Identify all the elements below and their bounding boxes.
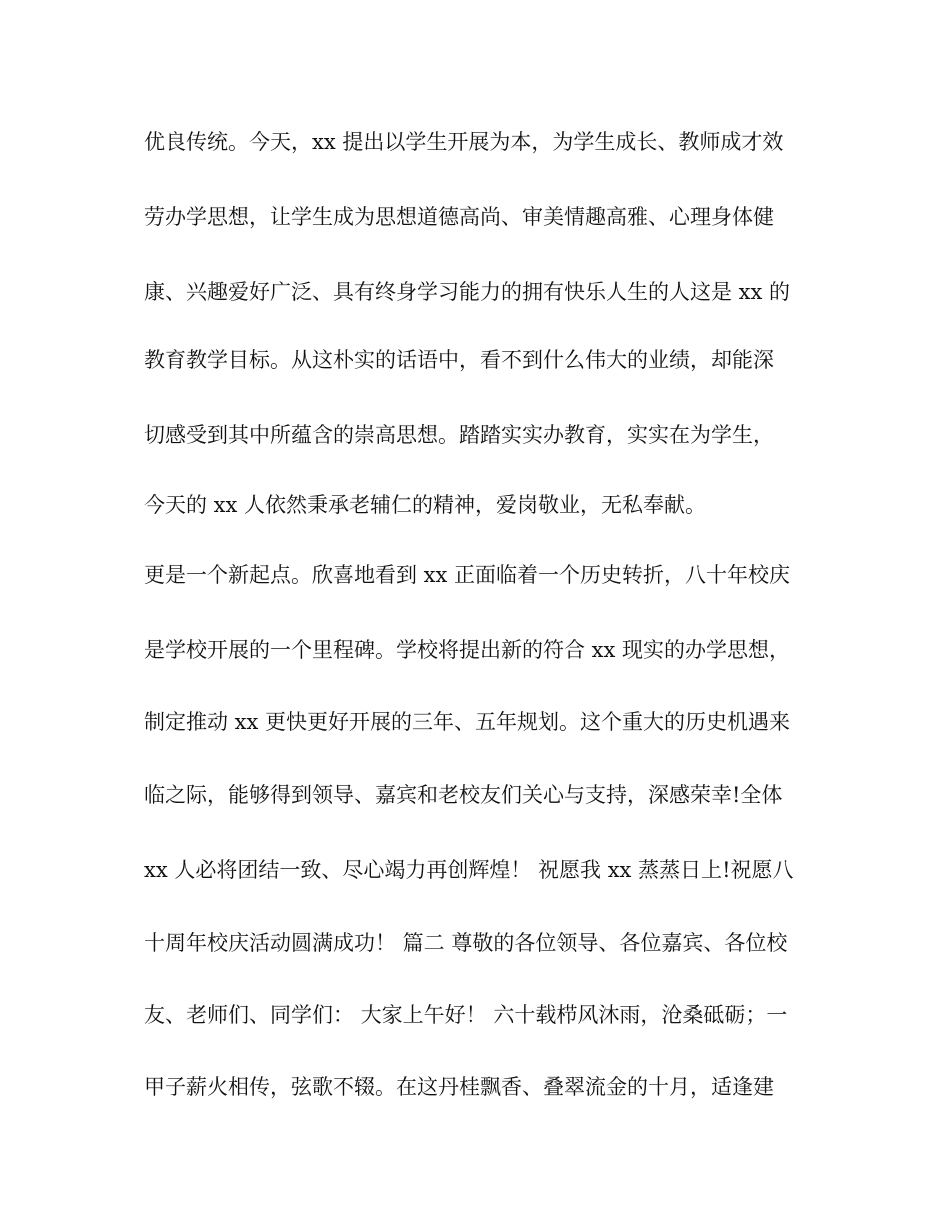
text-line: 是学校开展的一个里程碑。学校将提出新的符合 xx 现实的办学思想， <box>144 638 791 662</box>
text-line: 康、兴趣爱好广泛、具有终身学习能力的拥有快乐人生的人这是 xx 的 <box>144 280 791 304</box>
text-line: 临之际，能够得到领导、嘉宾和老校友们关心与支持，深感荣幸!全体 <box>144 783 783 807</box>
text-line: 切感受到其中所蕴含的崇高思想。踏踏实实办教育，实实在为学生， <box>144 423 774 447</box>
text-line: 劳办学思想，让学生成为思想道德高尚、审美情趣高雅、心理身体健 <box>144 205 774 229</box>
text-line: 教育教学目标。从这朴实的话语中，看不到什么伟大的业绩，却能深 <box>144 348 774 372</box>
text-line: 制定推动 xx 更快更好开展的三年、五年规划。这个重大的历史机遇来 <box>144 710 791 734</box>
text-line: xx 人必将团结一致、尽心竭力再创辉煌！ 祝愿我 xx 蒸蒸日上!祝愿八 <box>144 858 794 882</box>
text-line: 十周年校庆活动圆满成功！ 篇二 尊敬的各位领导、各位嘉宾、各位校 <box>144 931 788 955</box>
text-line: 优良传统。今天，xx 提出以学生开展为本，为学生成长、教师成才效 <box>144 130 784 154</box>
text-line: 更是一个新起点。欣喜地看到 xx 正面临着一个历史转折，八十年校庆 <box>144 563 791 587</box>
text-line: 今天的 xx 人依然秉承老辅仁的精神，爱岗敬业，无私奉献。 <box>144 493 707 517</box>
text-line: 甲子薪火相传，弦歌不辍。在这丹桂飘香、叠翠流金的十月，适逢建 <box>144 1075 774 1099</box>
text-line: 友、老师们、同学们： 大家上午好！ 六十载栉风沐雨，沧桑砥砺；一 <box>144 1003 788 1027</box>
